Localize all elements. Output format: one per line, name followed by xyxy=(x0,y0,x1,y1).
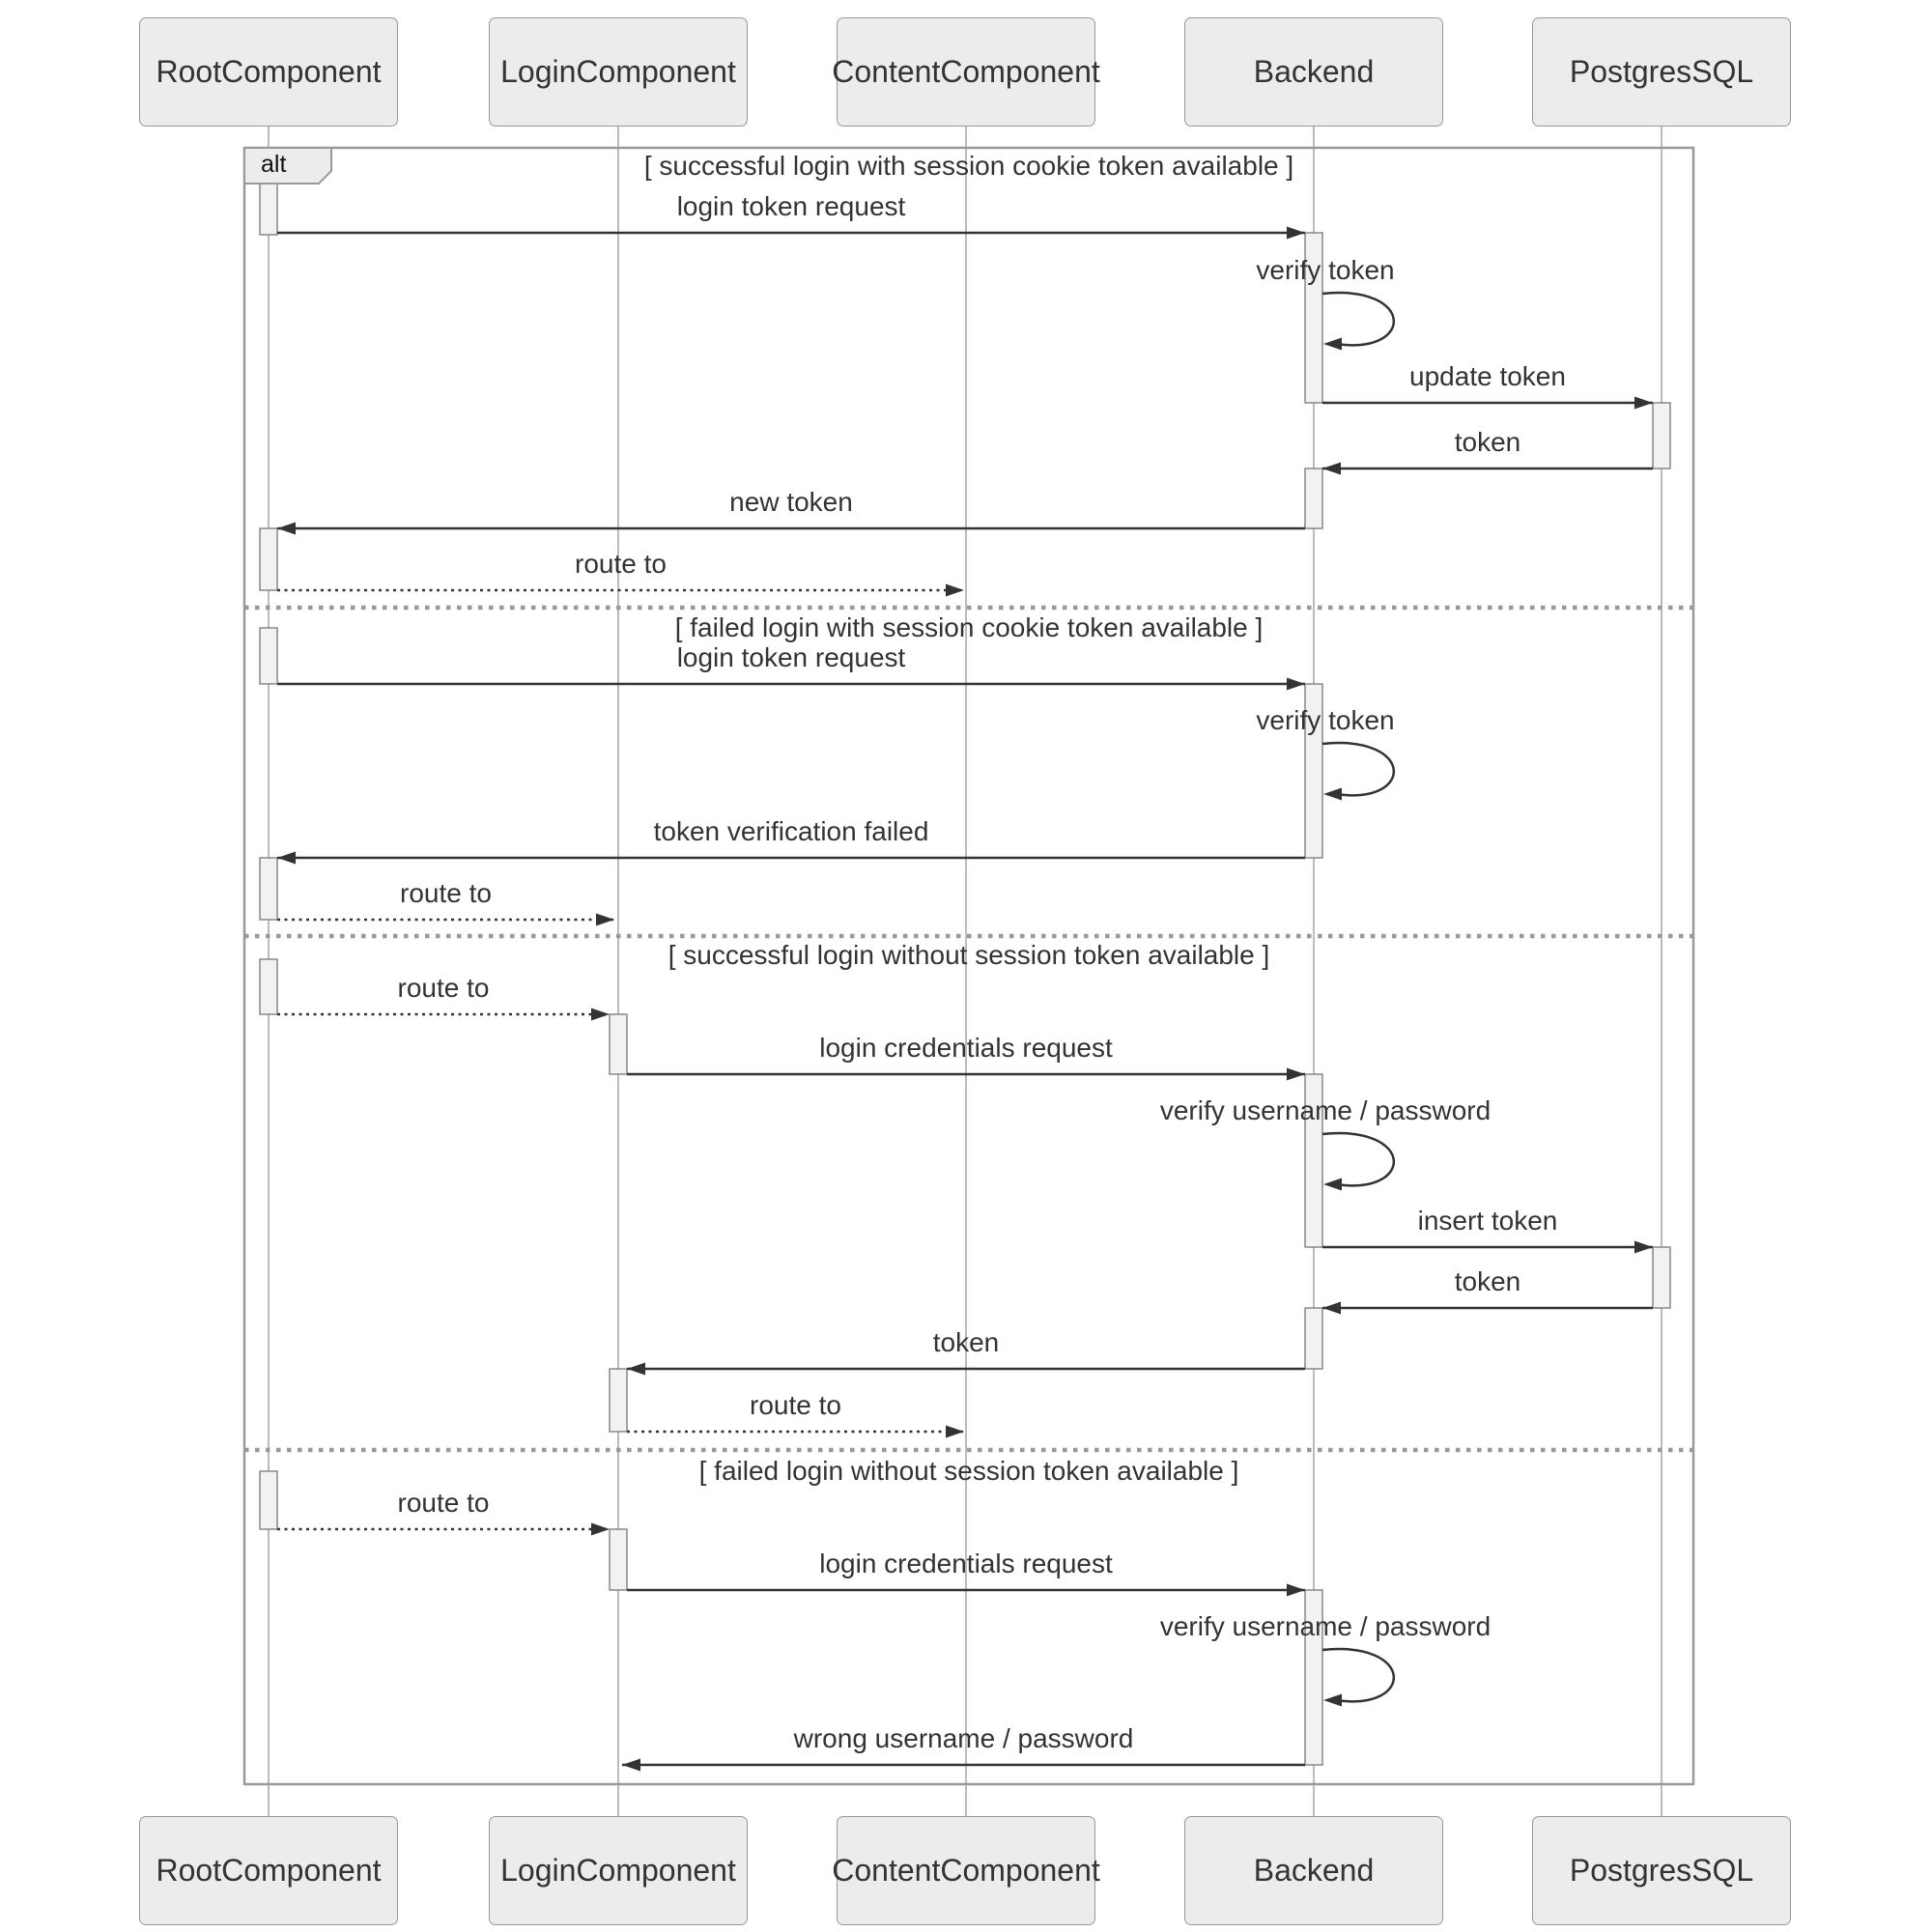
alt-condition-label: [ successful login without session token available ] xyxy=(668,940,1270,970)
message-label: token xyxy=(1454,1266,1521,1296)
participant-box-bottom-postgres: PostgresSQL xyxy=(1532,1816,1791,1925)
arrowhead xyxy=(1322,463,1341,475)
message-label: verify token xyxy=(1256,705,1395,735)
message-label: insert token xyxy=(1417,1206,1558,1236)
arrowhead xyxy=(277,852,296,865)
arrowhead xyxy=(1287,1068,1305,1081)
activation-bar-root xyxy=(260,184,277,235)
message-label: login token request xyxy=(676,191,906,221)
arrowhead xyxy=(1634,1241,1653,1254)
activation-bar-login xyxy=(610,1369,627,1432)
arrowhead xyxy=(627,1363,645,1376)
message-label: route to xyxy=(397,1488,490,1518)
activation-bar-postgres xyxy=(1653,1247,1670,1308)
participant-box-bottom-login: LoginComponent xyxy=(489,1816,748,1925)
activation-bar-root xyxy=(260,959,277,1014)
participant-box-bottom-content: ContentComponent xyxy=(837,1816,1095,1925)
activation-bar-root xyxy=(260,528,277,590)
message-label: login credentials request xyxy=(819,1033,1113,1063)
message-label: login credentials request xyxy=(819,1548,1113,1578)
alt-condition-label: [ failed login without session token available ] xyxy=(698,1456,1239,1486)
arrowhead xyxy=(1323,788,1342,801)
message-label: token xyxy=(932,1327,1000,1357)
alt-operator-tab xyxy=(244,148,331,184)
activation-bar-login xyxy=(610,1014,627,1074)
message-label: route to xyxy=(400,878,492,908)
arrowhead xyxy=(1323,1694,1342,1707)
activation-bar-root xyxy=(260,1471,277,1529)
participant-box-top-content: ContentComponent xyxy=(837,17,1095,127)
arrowhead xyxy=(1287,227,1305,240)
participant-box-top-login: LoginComponent xyxy=(489,17,748,127)
message-label: token verification failed xyxy=(653,816,929,846)
arrowhead xyxy=(277,523,296,535)
message-label: wrong username / password xyxy=(793,1723,1134,1753)
message-label: route to xyxy=(750,1390,841,1420)
alt-condition-label: [ successful login with session cookie token available ] xyxy=(643,151,1294,181)
activation-bar-root xyxy=(260,858,277,920)
self-loop xyxy=(1322,743,1394,795)
arrowhead xyxy=(1323,338,1342,351)
message-label: verify token xyxy=(1256,255,1395,285)
arrowhead xyxy=(622,1759,640,1772)
message-label: token xyxy=(1454,427,1521,457)
arrowhead xyxy=(1323,1179,1342,1191)
arrowhead xyxy=(1287,678,1305,691)
participant-box-top-root: RootComponent xyxy=(139,17,398,127)
self-loop xyxy=(1322,1649,1394,1701)
participant-box-top-postgres: PostgresSQL xyxy=(1532,17,1791,127)
self-loop xyxy=(1322,1133,1394,1185)
message-label: update token xyxy=(1409,361,1566,391)
activation-bar-backend xyxy=(1305,469,1322,528)
arrowhead xyxy=(1634,397,1653,410)
message-label: route to xyxy=(575,549,667,579)
participant-box-bottom-root: RootComponent xyxy=(139,1816,398,1925)
arrowhead xyxy=(1322,1302,1341,1315)
activation-bar-login xyxy=(610,1529,627,1590)
participant-box-top-backend: Backend xyxy=(1184,17,1443,127)
alt-operator-text: alt xyxy=(261,151,287,178)
arrowhead xyxy=(1287,1584,1305,1597)
arrowhead xyxy=(591,1523,610,1536)
activation-bar-root xyxy=(260,628,277,684)
message-label: verify username / password xyxy=(1159,1095,1492,1125)
alt-condition-label: [ failed login with session cookie token available ] xyxy=(674,612,1264,642)
arrowhead xyxy=(946,584,964,597)
arrowhead xyxy=(596,914,614,926)
activation-bar-backend xyxy=(1305,1308,1322,1369)
self-loop xyxy=(1322,293,1394,345)
activation-bar-postgres xyxy=(1653,403,1670,469)
message-label: verify username / password xyxy=(1159,1611,1492,1641)
message-label: new token xyxy=(729,487,853,517)
arrowhead xyxy=(591,1009,610,1021)
participant-box-bottom-backend: Backend xyxy=(1184,1816,1443,1925)
message-label: route to xyxy=(397,973,490,1003)
message-label: login token request xyxy=(676,642,906,672)
arrowhead xyxy=(946,1426,964,1438)
